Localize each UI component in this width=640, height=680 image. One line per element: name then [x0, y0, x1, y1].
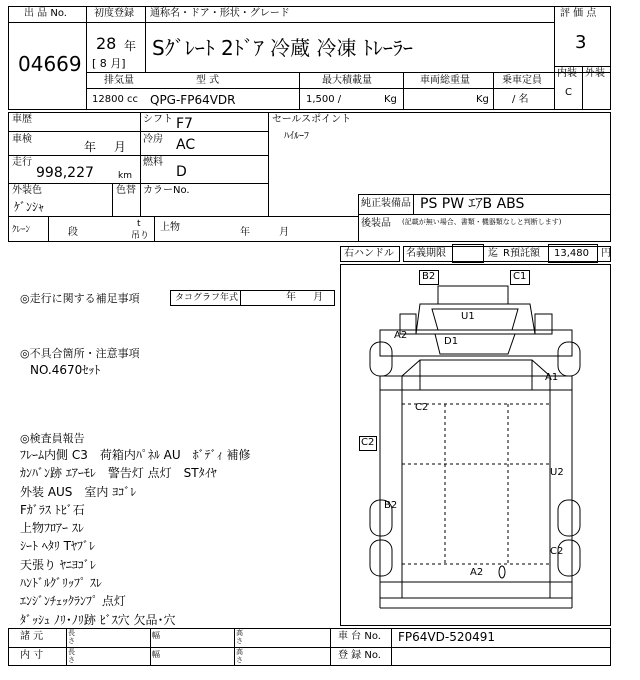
- inspection-label: 車検: [12, 134, 32, 145]
- max-load-unit: Kg: [384, 94, 397, 105]
- capacity-label: 乗車定員: [502, 75, 542, 86]
- name-deadline-field: [452, 244, 484, 263]
- exterior-label: 外装: [585, 68, 605, 79]
- displacement-value: 12800 cc: [92, 94, 138, 105]
- ac-value: AC: [176, 137, 196, 153]
- fuel-label: 燃料: [143, 157, 163, 168]
- inner-dims-label: 内 寸: [20, 650, 44, 661]
- vehicle-name: Sｸﾞﾚｰﾄ 2ﾄﾞｱ 冷蔵 冷凍 ﾄﾚｰﾗｰ: [152, 36, 413, 60]
- damage-mark: A1: [545, 372, 559, 383]
- driving-notes-label: ◎走行に関する補足事項: [20, 292, 140, 305]
- right-handle-label: 右ハンドル: [344, 248, 394, 259]
- gross-weight-unit: Kg: [476, 94, 489, 105]
- recycle-deposit-value: 13,480: [554, 248, 589, 259]
- mileage-label: 走行: [12, 157, 32, 168]
- until-mark: 迄: [488, 248, 498, 259]
- height-label: 高さ: [236, 629, 243, 645]
- grade-score: 3: [575, 32, 587, 53]
- inner-width-label: 幅: [152, 650, 160, 659]
- inner-height-label: 高さ: [236, 648, 243, 664]
- reg-year: 28: [96, 34, 117, 53]
- aftermarket-label: 後装品: [361, 218, 391, 229]
- tacho-label: タコグラフ年式: [175, 293, 239, 303]
- gross-weight-label: 車両総重量: [420, 75, 470, 86]
- upper-label: 上物: [160, 222, 180, 233]
- report-line: ﾀﾞｯｼｭ ﾉﾘ･ﾉﾘ跡 ﾋﾞｽ穴 欠品･穴: [20, 612, 176, 627]
- reg-year-unit: 年: [124, 39, 137, 53]
- report-line: 上物ﾌﾛｱｰ ｽﾚ: [20, 521, 84, 536]
- report-line: 外装 AUS 室内 ﾖｺﾞﾚ: [20, 484, 137, 499]
- inspection-value: 年 月: [84, 140, 126, 154]
- model-label: 型 式: [196, 75, 220, 86]
- ext-color-value: ｹﾞﾝｼｬ: [14, 200, 45, 214]
- genuine-value: PS PW ｴｱB ABS: [420, 196, 525, 212]
- interior-score: C: [565, 87, 572, 98]
- genuine-label: 純正装備品: [361, 198, 411, 209]
- inspector-report-lines: [20, 446, 250, 629]
- registration-label: 登 録 No.: [338, 650, 381, 661]
- ac-label: 冷房: [143, 134, 163, 145]
- upper-value: 年 月: [240, 227, 290, 238]
- yen-unit: 円: [601, 248, 611, 259]
- history-label: 車歴: [12, 114, 32, 125]
- reg-month: [ 8 月]: [92, 57, 126, 70]
- first-reg-label: 初度登録: [94, 8, 134, 19]
- interior-label: 内装: [557, 68, 577, 79]
- report-line: Fｶﾞﾗｽ ﾄﾋﾞ石: [20, 502, 85, 517]
- report-line: ｼｰﾄ ﾍﾀﾘ Tﾔﾌﾞﾚ: [20, 539, 95, 554]
- damage-mark: C2: [361, 437, 375, 448]
- defect-item: NO.4670ｾｯﾄ: [30, 363, 101, 377]
- damage-mark: B2: [384, 500, 398, 511]
- damage-mark: D1: [444, 336, 459, 347]
- vehicle-name-label: 通称名・ドア・形状・グレード: [150, 8, 290, 19]
- lot-no-label: 出 品 No.: [24, 8, 67, 19]
- dims-label: 諸 元: [20, 631, 44, 642]
- shift-value: F7: [176, 116, 193, 132]
- report-line: ｶﾝﾊﾞﾝ跡 ｴｱｰﾓﾚ 警告灯 点灯 STﾀｲﾔ: [20, 466, 217, 481]
- damage-mark: U1: [461, 311, 475, 322]
- recycle-deposit-label: R預託額: [503, 248, 540, 259]
- damage-mark: A2: [394, 330, 408, 341]
- color-change-label: 色替: [116, 185, 136, 196]
- report-line: 天張り ﾔﾆﾖｺﾞﾚ: [20, 557, 96, 572]
- crane-steps: 段: [68, 227, 78, 238]
- chassis-label: 車 台 No.: [338, 631, 381, 642]
- damage-mark: C1: [513, 271, 527, 282]
- inspector-report-label: ◎検査員報告: [20, 432, 85, 445]
- length-label: 長さ: [68, 629, 75, 645]
- max-load-label: 最大積載量: [322, 75, 372, 86]
- tacho-value: 年 月: [286, 292, 324, 303]
- mileage-unit: km: [118, 171, 132, 181]
- defects-label: ◎不具合箇所・注意事項: [20, 347, 140, 360]
- model-value: QPG-FP64VDR: [150, 93, 236, 107]
- aftermarket-note: (記載が無い場合、書類・機器類なしと判断します): [402, 218, 562, 226]
- color-code-label: カラーNo.: [143, 185, 190, 196]
- displacement-label: 排気量: [104, 75, 134, 86]
- sales-point-value: ﾊｲﾙｰﾌ: [284, 131, 309, 142]
- crane-ton: t: [137, 219, 141, 229]
- crane-label: ｸﾚｰﾝ: [12, 225, 31, 235]
- sales-point-label: セールスポイント: [272, 114, 352, 125]
- name-deadline-label: 名義期限: [406, 248, 446, 259]
- width-label: 幅: [152, 631, 160, 640]
- mileage-value: 998,227: [36, 165, 94, 181]
- damage-mark: A2: [470, 567, 484, 578]
- report-line: ﾊﾝﾄﾞﾙｸﾞﾘｯﾌﾟ ｽﾚ: [20, 576, 102, 591]
- chassis-value: FP64VD-520491: [398, 630, 495, 644]
- crane-lift: 吊り: [131, 231, 150, 241]
- damage-mark: C2: [415, 402, 429, 413]
- damage-mark: B2: [422, 271, 436, 282]
- lot-number: 04669: [18, 52, 82, 76]
- damage-mark: U2: [550, 467, 564, 478]
- damage-mark: C2: [550, 546, 564, 557]
- inner-length-label: 長さ: [68, 648, 75, 664]
- fuel-value: D: [176, 164, 187, 180]
- report-line: ﾌﾚｰﾑ内側 C3 荷箱内ﾊﾟﾈﾙ AU ﾎﾞﾃﾞｨ 補修: [20, 448, 251, 462]
- max-load-value: 1,500 /: [306, 94, 342, 105]
- report-line: ｴﾝｼﾞﾝﾁｪｯｸﾗﾝﾌﾟ 点灯: [20, 594, 126, 609]
- ext-color-label: 外装色: [12, 185, 42, 196]
- grade-label: 評 価 点: [560, 8, 597, 19]
- shift-label: シフト: [143, 114, 173, 125]
- capacity-unit: / 名: [512, 94, 529, 105]
